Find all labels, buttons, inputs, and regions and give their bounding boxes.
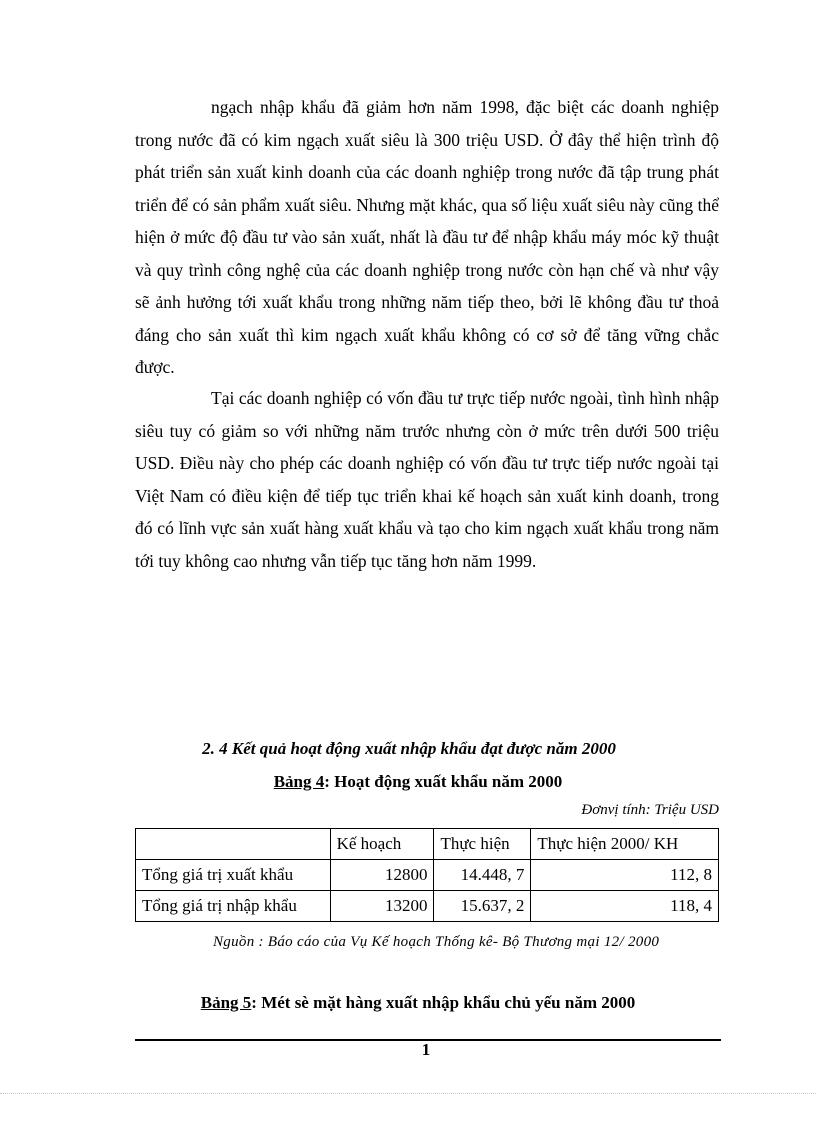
cell-actual: 15.637, 2 [434, 891, 531, 922]
header-cell-plan: Kế hoạch [330, 829, 434, 860]
section-heading: 2. 4 Kết quả hoạt động xuất nhập khẩu đạt được năm 2000 [202, 739, 616, 758]
row-label: Tổng giá trị nhập khẩu [136, 891, 331, 922]
row-label: Tổng giá trị xuất khẩu [136, 860, 331, 891]
table-4-caption-label: Bảng 4 [273, 772, 325, 791]
table-4-source-note: Nguồn : Báo cáo của Vụ Kế hoạch Thống kê- Bộ Thương mại 12/ 2000 [213, 934, 660, 950]
page-number: 1 [421, 1040, 431, 1059]
cell-ratio: 118, 4 [531, 891, 719, 922]
header-cell-ratio: Thực hiện 2000/ KH [531, 829, 719, 860]
table-4-caption-text: : Hoạt động xuất khẩu năm 2000 [324, 772, 563, 791]
table-header-row [136, 829, 719, 860]
cell-ratio: 112, 8 [531, 860, 719, 891]
table-5-caption-label: Bảng 5 [200, 993, 252, 1012]
body-paragraph-1: ngạch nhập khẩu đã giảm hơn năm 1998, đặc biệt các doanh nghiệp trong nước đã có kim ngạch xuất siêu là 300 triệu USD. Ở đây thể hiện trình độ phát triển sản xuất kinh doanh của các doanh nghiệp trong nước đã tập trung phát triển để có sản phẩm xuất siêu. Nhưng mặt khác, qua số liệu xuất siêu này cũng thể hiện ở mức độ đầu tư vào sản xuất, nhất là đầu tư để nhập khẩu máy móc kỹ thuật và quy trình công nghệ của các doanh nghiệp trong nước còn hạn chế và như vậy sẽ ảnh hưởng tới xuất khẩu trong những năm tiếp theo, bởi lẽ không đầu tư thoả đáng cho sản xuất thì kim ngạch xuất khẩu không có cơ sở để tăng vững chắc được. [135, 97, 719, 377]
table-5-caption [0, 993, 816, 1013]
table-4-caption [0, 772, 816, 792]
table-5-caption-text: : Mét sè mặt hàng xuất nhập khẩu chủ yếu năm 2000 [251, 993, 636, 1012]
export-activity-table [135, 828, 719, 922]
body-paragraph-2: Tại các doanh nghiệp có vốn đầu tư trực tiếp nước ngoài, tình hình nhập siêu tuy có giảm so với những năm trước nhưng còn ở mức trên dưới 500 triệu USD. Điều này cho phép các doanh nghiệp có vốn đầu tư trực tiếp nước ngoài tại Việt Nam có điều kiện để tiếp tục triển khai kế hoạch sản xuất kinh doanh, trong đó có lĩnh vực sản xuất hàng xuất khẩu và tạo cho kim ngạch xuất khẩu trong năm tới tuy không cao nhưng vẫn tiếp tục tăng hơn năm 1999. [135, 388, 719, 571]
table-4-unit: Đơnvị tính: Triệu USD [581, 802, 719, 818]
header-cell-actual: Thực hiện [434, 829, 531, 860]
cell-plan: 12800 [330, 860, 434, 891]
header-cell-empty [136, 829, 331, 860]
table-row-export [136, 860, 719, 891]
page-bottom-edge [0, 1093, 816, 1094]
table-row-import [136, 891, 719, 922]
cell-actual: 14.448, 7 [434, 860, 531, 891]
cell-plan: 13200 [330, 891, 434, 922]
